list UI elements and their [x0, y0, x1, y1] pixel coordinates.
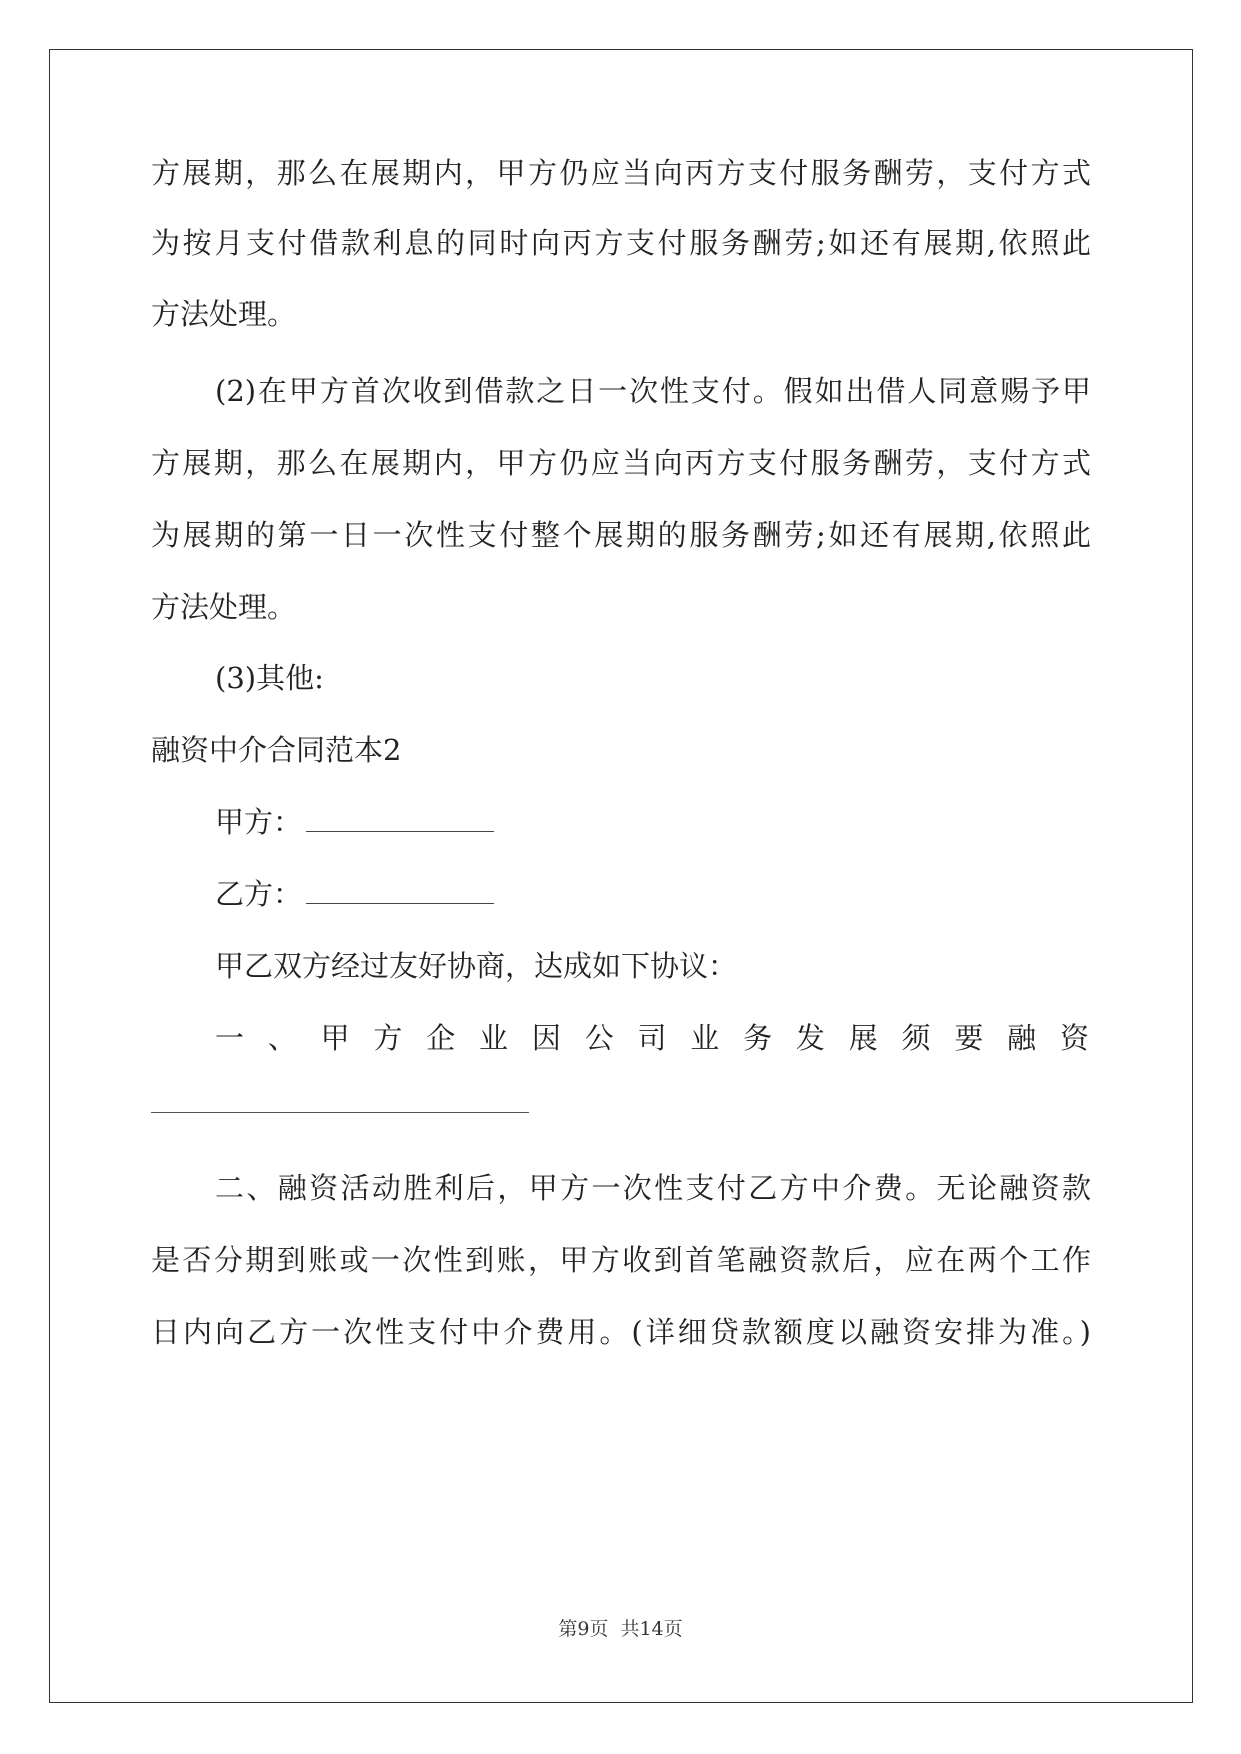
paragraph-line: 方法处理。 [151, 590, 297, 624]
paragraph-line: 甲乙双方经过友好协商，达成如下协议： [215, 949, 738, 983]
paragraph-line: (3)其他: [215, 661, 324, 695]
paragraph-line: 日内向乙方一次性支付中介费用。(详细贷款额度以融资安排为准。) [151, 1315, 1091, 1349]
page-total: 共14页 [620, 1618, 683, 1640]
party-b-line [151, 872, 1091, 916]
party-a-line [151, 800, 1091, 844]
page-footer [0, 1614, 1241, 1641]
paragraph-line: 方法处理。 [151, 297, 297, 331]
financing-blank [151, 1112, 529, 1113]
page-number: 第9页 [558, 1618, 609, 1640]
party-a-blank [306, 807, 494, 832]
section-heading: 融资中介合同范本2 [151, 733, 402, 767]
paragraph-line: 二、融资活动胜利后，甲方一次性支付乙方中介费。无论融资款 [215, 1171, 1091, 1205]
paragraph-line: 为按月支付借款利息的同时向丙方支付服务酬劳;如还有展期,依照此 [151, 226, 1091, 260]
clause-one-line: 一、甲方企业因公司业务发展须要融资 [215, 1021, 1091, 1055]
paragraph-line: 方展期，那么在展期内，甲方仍应当向丙方支付服务酬劳，支付方式 [151, 156, 1091, 190]
party-b-label: 乙方： [215, 877, 303, 911]
paragraph-line: 方展期，那么在展期内，甲方仍应当向丙方支付服务酬劳，支付方式 [151, 446, 1091, 480]
paragraph-line: 为展期的第一日一次性支付整个展期的服务酬劳;如还有展期,依照此 [151, 518, 1091, 552]
paragraph-line: 是否分期到账或一次性到账，甲方收到首笔融资款后，应在两个工作 [151, 1243, 1091, 1277]
paragraph-line: (2)在甲方首次收到借款之日一次性支付。假如出借人同意赐予甲 [215, 374, 1091, 408]
party-b-blank [306, 879, 494, 904]
party-a-label: 甲方： [215, 805, 303, 839]
